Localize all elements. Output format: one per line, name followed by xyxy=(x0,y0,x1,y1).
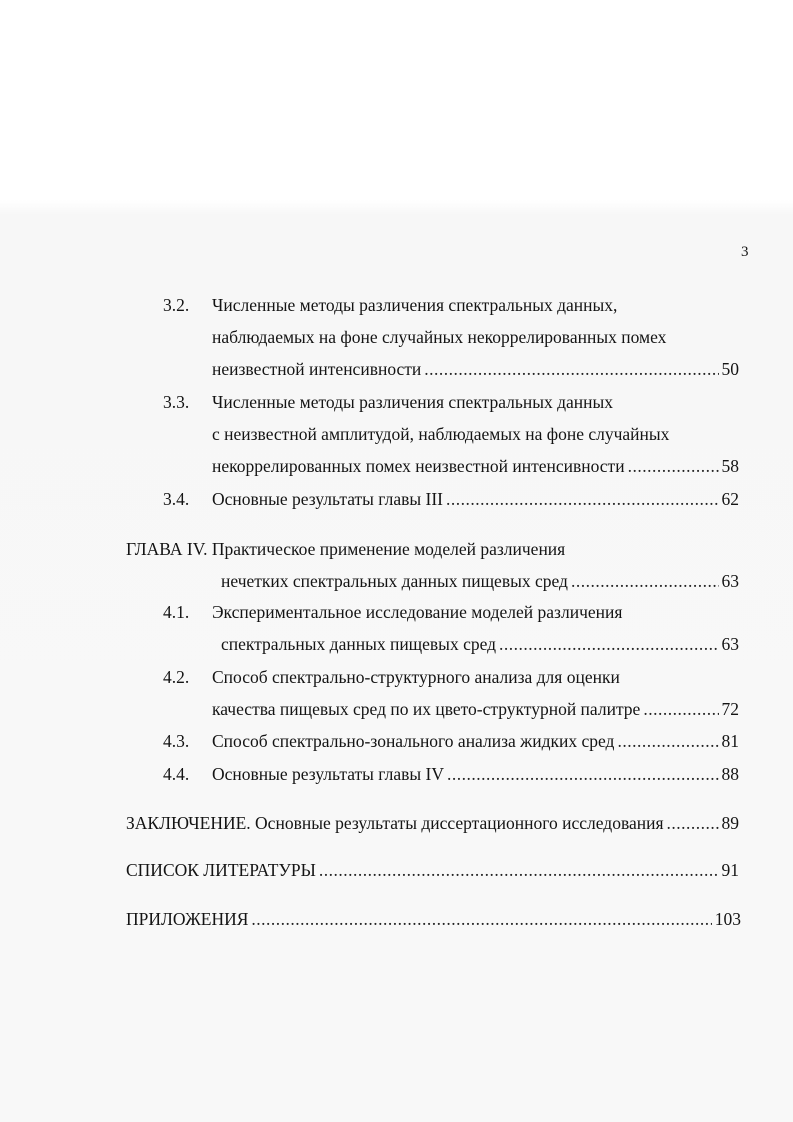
toc-entry-title: Способ спектрально-зонального анализа жидких сред xyxy=(212,731,615,751)
dot-leader xyxy=(251,907,711,931)
toc-page-number: 62 xyxy=(721,489,739,509)
toc-chapter-title: ГЛАВА IV. Практическое применение моделей различения xyxy=(126,539,566,559)
toc-entry-number: 4.1. xyxy=(163,602,190,622)
toc-entry-number: 4.2. xyxy=(163,667,190,687)
toc-entry-title-continued: спектральных данных пищевых сред xyxy=(221,634,497,654)
dot-leader xyxy=(571,569,719,593)
toc-page-number: 89 xyxy=(721,813,739,833)
toc-entry-title-continued: неизвестной интенсивности xyxy=(212,359,422,379)
toc-entry-title-continued: некоррелированных помех неизвестной интенсивности xyxy=(212,456,625,476)
toc-page-number: 63 xyxy=(721,571,739,591)
toc-page-number: 58 xyxy=(721,456,739,476)
toc-page-number: 88 xyxy=(721,764,739,784)
dot-leader xyxy=(447,762,719,786)
toc-chapter-title-continued: нечетких спектральных данных пищевых сред xyxy=(221,571,568,591)
dot-leader xyxy=(628,454,719,478)
dot-leader xyxy=(424,357,718,381)
toc-entry-title-continued: с неизвестной амплитудой, наблюдаемых на фоне случайных xyxy=(212,424,670,444)
page-number: 3 xyxy=(741,244,749,260)
toc-entry-title: Основные результаты главы III xyxy=(212,489,443,509)
dot-leader xyxy=(319,858,719,882)
toc-page-number: 91 xyxy=(721,860,739,880)
toc-entry-title-continued: качества пищевых сред по их цвето-структурной палитре xyxy=(212,699,641,719)
toc-entry-title: Численные методы различения спектральных данных xyxy=(212,392,614,412)
toc-entry-number: 3.2. xyxy=(163,295,190,315)
toc-entry-title: Основные результаты главы IV xyxy=(212,764,444,784)
toc-page-number: 50 xyxy=(721,359,739,379)
dot-leader xyxy=(499,632,718,656)
toc-entry-number: 4.4. xyxy=(163,764,190,784)
toc-page-number: 103 xyxy=(714,909,741,929)
toc-entry-title: Численные методы различения спектральных данных, xyxy=(212,295,618,315)
toc-page-number: 63 xyxy=(721,634,739,654)
dot-leader xyxy=(643,697,718,721)
dot-leader xyxy=(667,811,719,835)
toc-page-number: 81 xyxy=(721,731,739,751)
toc-entry-number: 3.4. xyxy=(163,489,190,509)
toc-entry-title: Экспериментальное исследование моделей различения xyxy=(212,602,623,622)
toc-entry-number: 4.3. xyxy=(163,731,190,751)
toc-entry-title: Способ спектрально-структурного анализа для оценки xyxy=(212,667,620,687)
dot-leader xyxy=(446,487,719,511)
toc-page-number: 72 xyxy=(721,699,739,719)
toc-references-title: СПИСОК ЛИТЕРАТУРЫ xyxy=(126,860,316,880)
dot-leader xyxy=(617,729,718,753)
toc-appendices-title: ПРИЛОЖЕНИЯ xyxy=(126,909,249,929)
toc-entry-title-continued: наблюдаемых на фоне случайных некоррелированных помех xyxy=(212,327,667,347)
toc-conclusion-title: ЗАКЛЮЧЕНИЕ. Основные результаты диссертационного исследования xyxy=(126,813,664,833)
toc-entry-number: 3.3. xyxy=(163,392,190,412)
